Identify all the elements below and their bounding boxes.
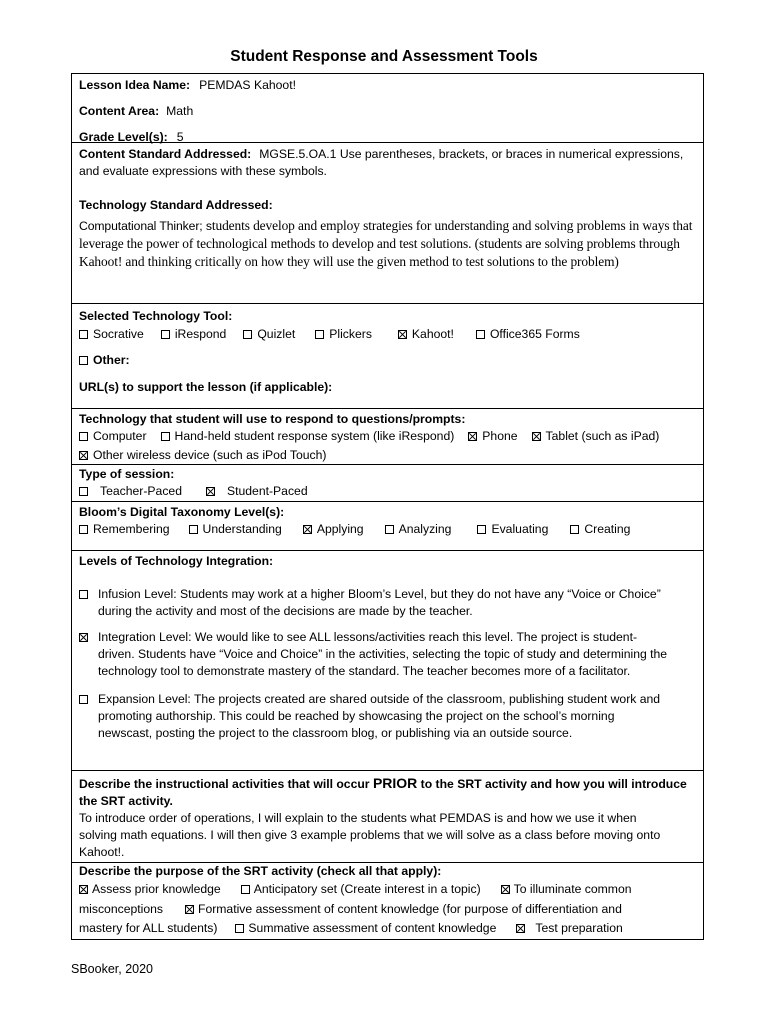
checked-checkbox-icon[interactable] xyxy=(303,525,312,534)
checkbox-icon[interactable] xyxy=(189,525,198,534)
level-text-line: promoting authorship. This could be reached by showcasing the project on the school’s morning xyxy=(98,709,615,723)
checkbox-icon[interactable] xyxy=(235,924,244,933)
tool-option-irespond[interactable] xyxy=(161,326,227,343)
purpose-summative-assessment[interactable] xyxy=(235,920,496,937)
bloom-option-label: Applying xyxy=(316,522,364,536)
prior-text-line: To introduce order of operations, I will explain to the students what PEMDAS is and how we use it when xyxy=(79,811,637,825)
content-area-label: Content Area: xyxy=(79,104,160,118)
bloom-option-evaluating[interactable] xyxy=(477,521,548,538)
checkbox-icon[interactable] xyxy=(79,432,88,441)
lesson-name-value: PEMDAS Kahoot! xyxy=(199,78,296,92)
tech-standard-label: Technology Standard Addressed: xyxy=(79,198,273,212)
standards-section xyxy=(72,143,703,304)
response-device-section xyxy=(72,409,703,465)
grade-level-value: 5 xyxy=(176,130,184,144)
purpose-formative-assessment[interactable] xyxy=(185,901,622,918)
prior-label-part: Describe the instructional activities that will occur xyxy=(79,777,373,791)
checked-checkbox-icon[interactable] xyxy=(468,432,477,441)
bloom-option-understanding[interactable] xyxy=(189,521,282,538)
device-option-label: Tablet (such as iPad) xyxy=(545,429,660,443)
session-option-student-paced[interactable] xyxy=(206,483,308,500)
bloom-taxonomy-label: Bloom’s Digital Taxonomy Level(s): xyxy=(79,505,285,519)
device-option-handheld[interactable] xyxy=(161,428,455,445)
integration-level-integration[interactable] xyxy=(79,629,699,680)
session-option-teacher-paced[interactable] xyxy=(79,483,182,500)
bloom-option-applying[interactable] xyxy=(303,521,364,538)
checked-checkbox-icon[interactable] xyxy=(516,924,525,933)
checkbox-icon[interactable] xyxy=(79,356,88,365)
tool-option-kahoot[interactable] xyxy=(398,326,454,343)
form-table xyxy=(71,73,704,940)
session-options xyxy=(79,483,326,500)
prior-text-line: Kahoot!. xyxy=(79,845,125,859)
checked-checkbox-icon[interactable] xyxy=(79,885,88,894)
device-option-other-wireless[interactable] xyxy=(79,447,326,464)
device-option-label: Phone xyxy=(482,429,518,443)
device-option-computer[interactable] xyxy=(79,428,147,445)
checkbox-icon[interactable] xyxy=(243,330,252,339)
level-text-line: technology tool to demonstrate mastery of the standard. The teacher becomes more of a facilitator. xyxy=(98,664,631,678)
purpose-assess-prior-knowledge[interactable] xyxy=(79,881,221,898)
device-option-tablet[interactable] xyxy=(532,428,660,445)
bloom-option-label: Creating xyxy=(584,522,631,536)
purpose-option-label-continued: misconceptions xyxy=(79,902,163,916)
checkbox-icon[interactable] xyxy=(79,330,88,339)
device-option-phone[interactable] xyxy=(468,428,517,445)
technology-tool-label: Selected Technology Tool: xyxy=(79,309,233,323)
checked-checkbox-icon[interactable] xyxy=(79,451,88,460)
checkbox-icon[interactable] xyxy=(161,330,170,339)
checkbox-icon[interactable] xyxy=(79,695,88,704)
checkbox-icon[interactable] xyxy=(385,525,394,534)
tool-option-label: Socrative xyxy=(93,327,144,341)
lesson-info-section xyxy=(72,74,703,143)
tool-options xyxy=(79,326,598,343)
tech-standard-body: tudents develop and employ strategies for understanding and solving problems in ways that leverage the power of technological methods to develop and test solutions. (students are solving problems through Kahoot! and thinking critically on how they will use the given method to test solutions to the problem) xyxy=(79,218,693,269)
tool-option-office365-forms[interactable] xyxy=(476,326,580,343)
tool-other-label: Other: xyxy=(93,353,130,367)
srt-purpose-section xyxy=(72,863,703,939)
bloom-taxonomy-section xyxy=(72,502,703,551)
tool-option-label: Office365 Forms xyxy=(489,327,580,341)
level-text-line: Expansion Level: The projects created are shared outside of the classroom, publishing student work and xyxy=(98,692,661,706)
checkbox-icon[interactable] xyxy=(570,525,579,534)
purpose-illuminate-misconceptions[interactable] xyxy=(501,881,632,898)
checked-checkbox-icon[interactable] xyxy=(206,487,215,496)
session-type-section xyxy=(72,465,703,502)
tool-option-label: Plickers xyxy=(329,327,372,341)
tool-option-label: Quizlet xyxy=(257,327,296,341)
tool-option-label: Kahoot! xyxy=(411,327,454,341)
grade-level-label: Grade Level(s): xyxy=(79,130,168,144)
prior-activities-label xyxy=(79,775,699,793)
level-text-line: Infusion Level: Students may work at a higher Bloom’s Level, but they do not have any “Voice or Choice” xyxy=(98,587,661,601)
bloom-option-label: Evaluating xyxy=(491,522,549,536)
level-text-line: during the activity and most of the decisions are made by the teacher. xyxy=(98,604,473,618)
bloom-option-remembering[interactable] xyxy=(79,521,170,538)
checked-checkbox-icon[interactable] xyxy=(501,885,510,894)
footer-credit: SBooker, 2020 xyxy=(71,962,154,976)
bloom-option-label: Analyzing xyxy=(398,522,452,536)
tool-option-socrative[interactable] xyxy=(79,326,144,343)
bloom-option-label: Understanding xyxy=(202,522,282,536)
bloom-option-label: Remembering xyxy=(93,522,170,536)
device-option-label: Other wireless device (such as iPod Touch) xyxy=(93,448,327,462)
prior-text-line: solving math equations. I will then give 3 example problems that we will solve as a class before moving onto xyxy=(79,828,661,842)
bloom-option-creating[interactable] xyxy=(570,521,630,538)
integration-levels-label: Levels of Technology Integration: xyxy=(79,554,274,568)
srt-purpose-label: Describe the purpose of the SRT activity (check all that apply): xyxy=(79,864,442,878)
prior-label-part: to the SRT activity and how you will introduce xyxy=(417,777,687,791)
purpose-option-label: Test preparation xyxy=(535,921,623,935)
checkbox-icon[interactable] xyxy=(477,525,486,534)
checked-checkbox-icon[interactable] xyxy=(532,432,541,441)
prior-emphasis: PRIOR xyxy=(372,775,418,791)
device-option-label: Hand-held student response system (like iRespond) xyxy=(174,429,455,443)
checkbox-icon[interactable] xyxy=(79,590,88,599)
session-option-label: Student-Paced xyxy=(226,484,308,498)
level-text-line: Integration Level: We would like to see ALL lessons/activities reach this level. The project is student- xyxy=(98,630,638,644)
bloom-options xyxy=(79,521,630,538)
document-title: Student Response and Assessment Tools xyxy=(230,48,538,65)
tech-standard-prefix: Computational Thinker; s xyxy=(79,219,212,233)
checkbox-icon[interactable] xyxy=(161,432,170,441)
purpose-anticipatory-set[interactable] xyxy=(241,881,481,898)
integration-levels-section xyxy=(72,551,703,771)
purpose-option-label: Formative assessment of content knowledge (for purpose of differentiation and xyxy=(198,902,622,916)
content-standard-text-line1: MGSE.5.OA.1 Use parentheses, brackets, or braces in numerical expressions, xyxy=(259,147,684,161)
prior-label-part: the SRT activity. xyxy=(79,794,173,808)
checkbox-icon[interactable] xyxy=(241,885,250,894)
prior-activities-section xyxy=(72,771,703,863)
session-type-label: Type of session: xyxy=(79,467,175,481)
checkbox-icon[interactable] xyxy=(315,330,324,339)
url-label: URL(s) to support the lesson (if applicable): xyxy=(79,380,333,394)
level-text-line: newscast, posting the project to the classroom blog, or publishing via an outside source. xyxy=(98,726,573,740)
technology-tool-section xyxy=(72,304,703,409)
tool-option-other[interactable] xyxy=(79,352,130,369)
checkbox-icon[interactable] xyxy=(476,330,485,339)
checkbox-icon[interactable] xyxy=(79,525,88,534)
content-standard-text-line2: and evaluate expressions with these symbols. xyxy=(79,164,327,178)
tool-option-plickers[interactable] xyxy=(315,326,372,343)
tool-option-quizlet[interactable] xyxy=(243,326,295,343)
purpose-option-label-continued: mastery for ALL students) xyxy=(79,921,218,935)
tool-option-label: iRespond xyxy=(174,327,227,341)
lesson-name-label: Lesson Idea Name: xyxy=(79,78,191,92)
tech-standard-text xyxy=(79,217,696,270)
checked-checkbox-icon[interactable] xyxy=(185,905,194,914)
content-standard-label: Content Standard Addressed: xyxy=(79,147,252,161)
response-device-label: Technology that student will use to respond to questions/prompts: xyxy=(79,412,466,426)
session-option-label: Teacher-Paced xyxy=(100,484,182,498)
bloom-option-analyzing[interactable] xyxy=(385,521,452,538)
level-text-line: driven. Students have “Voice and Choice” in the activities, selecting the topic of study and determining the xyxy=(98,647,668,661)
device-option-label: Computer xyxy=(93,429,147,443)
content-area-value: Math xyxy=(166,104,194,118)
purpose-option-label: Anticipatory set (Create interest in a topic) xyxy=(253,882,481,896)
purpose-option-label: Summative assessment of content knowledge xyxy=(248,921,497,935)
integration-level-infusion[interactable] xyxy=(79,586,699,620)
device-options xyxy=(79,428,659,445)
purpose-test-preparation[interactable] xyxy=(516,920,622,937)
checkbox-icon[interactable] xyxy=(79,487,88,496)
purpose-option-label: Assess prior knowledge xyxy=(92,882,221,896)
integration-level-expansion[interactable] xyxy=(79,691,699,742)
checked-checkbox-icon[interactable] xyxy=(398,330,407,339)
purpose-option-label: To illuminate common xyxy=(513,882,632,896)
checked-checkbox-icon[interactable] xyxy=(79,633,88,642)
